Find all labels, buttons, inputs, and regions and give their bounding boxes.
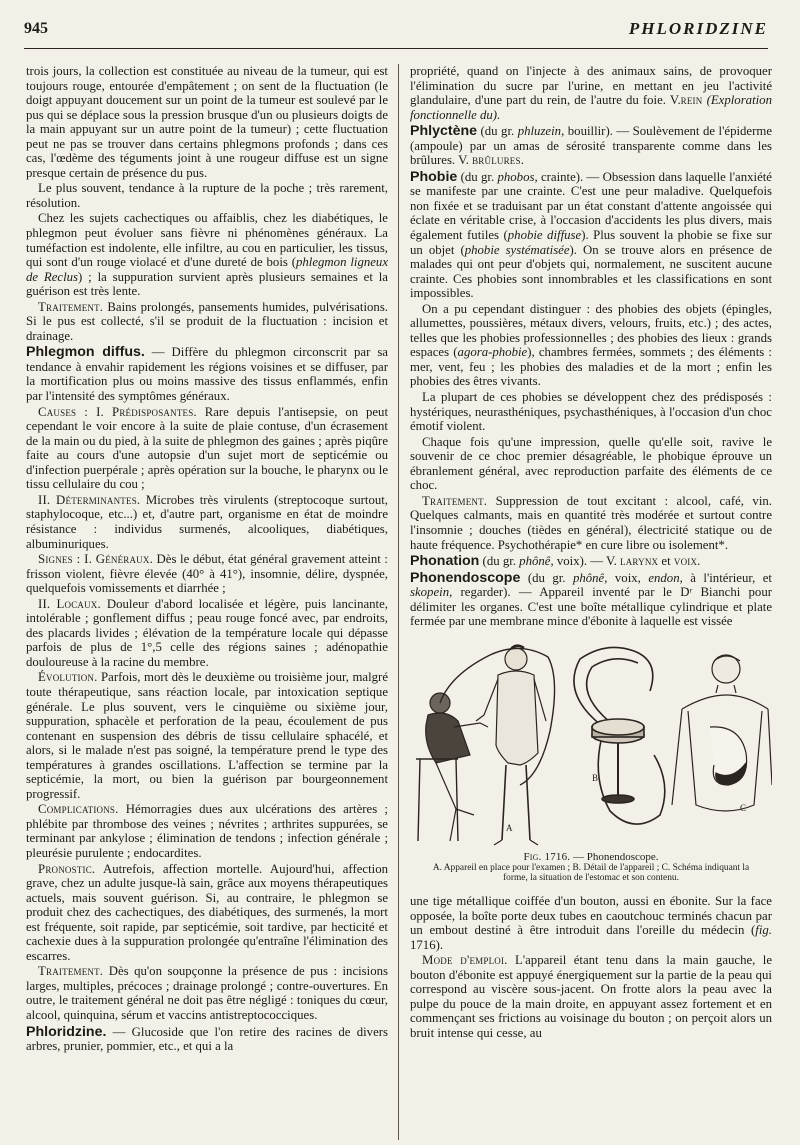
paragraph: Le plus souvent, tendance à la rupture de la poche ; très rarement, résolution. xyxy=(26,181,388,210)
left-column xyxy=(26,64,388,1140)
paragraph: Traitement. Bains prolongés, pansements humides, pulvérisations. Si le pus est collecté, s'il se produit de la fluctuation : incision et drainage. xyxy=(26,299,388,343)
paragraph: Mode d'emploi. L'appareil étant tenu dans la main gauche, le bouton d'ébonite est appuyé énergiquement sur la partie de la peau qui correspond au viscère sous-jacent. On frotte alors la peau avec la pulpe du pouce de la main droite, en appuyant assez fortement et en commençant ses frictions au voisinage du bouton ; on perçoit alors un bruit intense qui cesse, au xyxy=(410,953,772,1040)
figure-label-b: B xyxy=(592,772,599,783)
section-label: Traitement. xyxy=(38,964,104,979)
entry-phonendoscope: Phonendoscope (du gr. phônê, voix, endon, à l'intérieur, et skopein, regarder). — Appareil inventé par le Dʳ Bianchi pour délimiter les organes. C'est une boîte métallique cylindrique et plate fermée par une membrane mince d'ébonite à laquelle est vissée xyxy=(410,569,772,629)
section-label: II. Locaux. xyxy=(38,596,101,611)
section-label: Traitement. xyxy=(38,299,104,314)
paragraph: Traitement. Dès qu'on soupçonne la présence de pus : incisions larges, multiples, précoces ; drainage prolongé ; contre-ouvertures. En outre, le traitement général ne doit pas être négligé : toniques du cœur, alcool, quinquina, sérum et vaccins antistreptococciques. xyxy=(26,964,388,1022)
headword: Phlegmon diffus. xyxy=(26,344,145,361)
section-label: Pronostic. xyxy=(38,861,96,876)
column-rule xyxy=(398,64,399,1140)
paragraph: Causes : I. Prédisposantes. Rare depuis l'antisepsie, on peut cependant le voir encore à la suite de plaie contuse, d'un écrasement de la main ou du pied, à la suite de phlegmon des gaines ; après piqûre faite au cours d'une autopsie d'un sujet mort de septicémie ou d'infection puerpérale ; après opération sur la bouche, le pharynx ou le tissu cellulaire du cou ; xyxy=(26,404,388,492)
figure-label-c: C xyxy=(740,802,747,813)
entry-phlyctene: Phlyctène (du gr. phluzein, bouillir). — Soulèvement de l'épiderme (ampoule) par un amas de sérosité transparente comme dans les brûlures. V. brûlures. xyxy=(410,123,772,168)
paragraph: propriété, quand on l'injecte à des animaux sains, de provoquer l'élimination du sucre par l'urine, en mettant en jeu l'activité glandulaire, d'une part du rein, de l'autre du foie. V.rein (Exploration fonctionnelle du). xyxy=(410,64,772,122)
paragraph: La plupart de ces phobies se développent chez des prédisposés : hystériques, neurasthéniques, psychasthéniques, à l'occasion d'un choc émotif violent. xyxy=(410,390,772,434)
headword: Phloridzine. xyxy=(26,1023,107,1040)
entry-phonation: Phonation (du gr. phônê, voix). — V. larynx et voix. xyxy=(410,553,701,570)
headword: Phonendoscope xyxy=(410,569,521,586)
paragraph: Chaque fois qu'une impression, quelle qu'elle soit, ravive le souvenir de ce choc premier désagréable, le phobique éprouve un ébranlement général, avec reproduction parfaite des éléments de ce choc. xyxy=(410,434,772,493)
phonendoscope-illustration xyxy=(410,635,772,849)
headword: Phonation xyxy=(410,553,480,570)
section-label: Traitement. xyxy=(422,493,488,508)
illustration-a-examination xyxy=(416,646,555,845)
headword: Phobie xyxy=(410,168,458,185)
running-head: PHLORIDZINE xyxy=(628,19,768,38)
figure-legend: A. Appareil en place pour l'examen ; B. Détail de l'appareil ; C. Schéma indiquant la forme, la situation de l'estomac et son contenu. xyxy=(432,862,750,884)
paragraph: On a pu cependant distinguer : des phobies des objets (épingles, allumettes, poussières, métaux divers, velours, fruits, etc.) ; des actes, telles que les phobies professionnelles ; des phobies des lieux : grands espaces (agora-phobie), chambres fermées, sommets ; des éléments : mer, vent, feu ; les phobies des maladies et de la mort ; enfin les phobies des êtres vivants. xyxy=(410,301,772,389)
paragraph: trois jours, la collection est constituée au niveau de la tumeur, qui est toujours rouge, entourée d'empâtement ; on sent de la fluctuation (le doigt appuyant doucement sur un point de la tumeur est soulevé par le pus qui se déplace sous la pression brusque d'un ou plusieurs doigts de la main appuyant sur un autre point de la tumeur) ; cette fluctuation peut ne pas se trouver dans certains phlegmons profonds ; dans ces cas, l'œdème des téguments joint à une rougeur diffuse est un signe presque certain de présence du pus. xyxy=(26,64,388,180)
section-label: Signes : I. Généraux. xyxy=(38,552,153,567)
paragraph: Chez les sujets cachectiques ou affaiblis, chez les diabétiques, le phlegmon peut évoluer sans fièvre ni phénomènes généraux. La tuméfaction est indolente, elle infiltre, au cou en particulier, les tissus, qui sont d'un rouge violacé et d'une dureté de bois (phlegmon ligneux de Reclus) ; la suppuration survient après plusieurs semaines et la guérison est très lente. xyxy=(26,211,388,299)
cross-reference: brûlures. xyxy=(472,153,525,168)
section-label: Causes : I. Prédisposantes. xyxy=(38,404,197,419)
page-number: 945 xyxy=(24,20,48,37)
cross-reference: voix. xyxy=(673,554,701,569)
page-header xyxy=(24,18,768,49)
cross-reference: rein xyxy=(680,93,703,108)
section-label: II. Déterminantes. xyxy=(38,492,141,507)
right-column xyxy=(410,64,772,1140)
headword: Phlyctène xyxy=(410,123,478,140)
figure-caption: Fig. 1716. — Phonendoscope. xyxy=(523,850,659,863)
section-label: Mode d'emploi. xyxy=(422,953,508,968)
paragraph: II. Locaux. Douleur d'abord localisée et légère, puis lancinante, intolérable ; gonflement diffus ; peau rouge foncé avec, par endroits, des placards livides ; élévation de la température locale qui dépasse parfois de plus de 1°,5 celle des régions saines ; adénopathie douloureuse à la racine du membre. xyxy=(26,596,388,669)
paragraph: une tige métallique coiffée d'un bouton, aussi en ébonite. Sur la face opposée, la boîte porte deux tubes en caoutchouc terminés chacun par un embout destiné à être introduit dans l'oreille du médecin (fig. 1716). xyxy=(410,893,772,952)
figure-label-a: A xyxy=(506,822,513,833)
section-label: Complications. xyxy=(38,802,119,817)
figure-phonendoscope xyxy=(410,635,772,884)
cross-reference: larynx xyxy=(620,554,659,569)
illustration-c-stomach xyxy=(672,655,772,811)
paragraph: Évolution. Parfois, mort dès le deuxième ou troisième jour, malgré toute thérapeutique, sans réaction locale, par intoxication septique générale. Le plus souvent, vers le cinquième ou sixième jour, suppuration, sphacèle et perforation de la peau, écoulement de pus contenant en suspension des débris de tissu cellulaire sphacélé, et alors, si le malade n'est pas soigné, la température prend le type des températures à grandes oscillations. L'affection se termine par la septicémie, la mort, ou bien la guérison par bourgeonnement progressif. xyxy=(26,670,388,801)
illustration-b-device xyxy=(574,647,665,824)
paragraph: Traitement. Suppression de tout excitant : alcool, café, vin. Quelques calmants, mais en quantité très modérée et surtout contre l'insomnie ; douches (tièdes en général), électricité statique ou de haute fréquence. Psychothérapie* en cure libre ou isolement*. xyxy=(410,493,772,552)
entry-phobie: Phobie (du gr. phobos, crainte). — Obsession dans laquelle l'anxiété se manifeste par une crainte. C'est une peur maladive. Quelquefois non fixée et se traduisant par un état constant d'attente angoissée qui éclate en véritable crise, à l'occasion d'accidents les plus divers, mais également futiles (phobie diffuse). Plus souvent la phobie se fixe sur un objet (phobie systématisée). On se trouve alors en présence de malades qui ont peur d'objets qui, normalement, ne suscitent aucune crainte. Ces phobies sont innombrables et les classifications en sont impossibles. xyxy=(410,168,772,301)
entry-phlegmon-diffus: Phlegmon diffus. — Diffère du phlegmon circonscrit par sa tendance à envahir rapidement les régions voisines et se diffuser, par la mortification plus ou moins massive des tissus enflammés, enfin par l'intensité des symptômes généraux. xyxy=(26,344,388,404)
paragraph: Signes : I. Généraux. Dès le début, état général gravement atteint : frisson violent, fièvre élevée (40° à 41°), insomnie, délire, dyspnée, quelquefois vomissements et diarrhée ; xyxy=(26,552,388,596)
section-label: Évolution. xyxy=(38,670,98,685)
paragraph: Complications. Hémorragies dues aux ulcérations des artères ; phlébite par thrombose des veines ; névrites ; arthrites suppurées, se terminant par ankylose ; élimination de tendons ; infection générale ; pleurésie purulente ; endocardites. xyxy=(26,802,388,860)
paragraph: II. Déterminantes. Microbes très virulents (streptocoque surtout, staphylocoque, etc...) et, d'autre part, organisme en état de moindre résistance : individus surmenés, alcooliques, diabétiques, albuminuriques. xyxy=(26,492,388,551)
entry-phloridzine: Phloridzine. — Glucoside que l'on retire des racines de divers arbres, prunier, pommier, etc., et qui a la xyxy=(26,1023,388,1054)
paragraph: Pronostic. Autrefois, affection mortelle. Aujourd'hui, affection grave, chez un adulte jusque-là sain, grâce aux moyens thérapeutiques actuels, mais souvent guérison. Si, au contraire, le phlegmon se produit chez des cachectiques, des diabétiques, des surmenés, la mort est fréquente, soit rapide, par septicémie, soit tardive, par hecticité et cachexie dues à la suppuration prolongée qu'entraîne l'élimination des escarres. xyxy=(26,861,388,963)
